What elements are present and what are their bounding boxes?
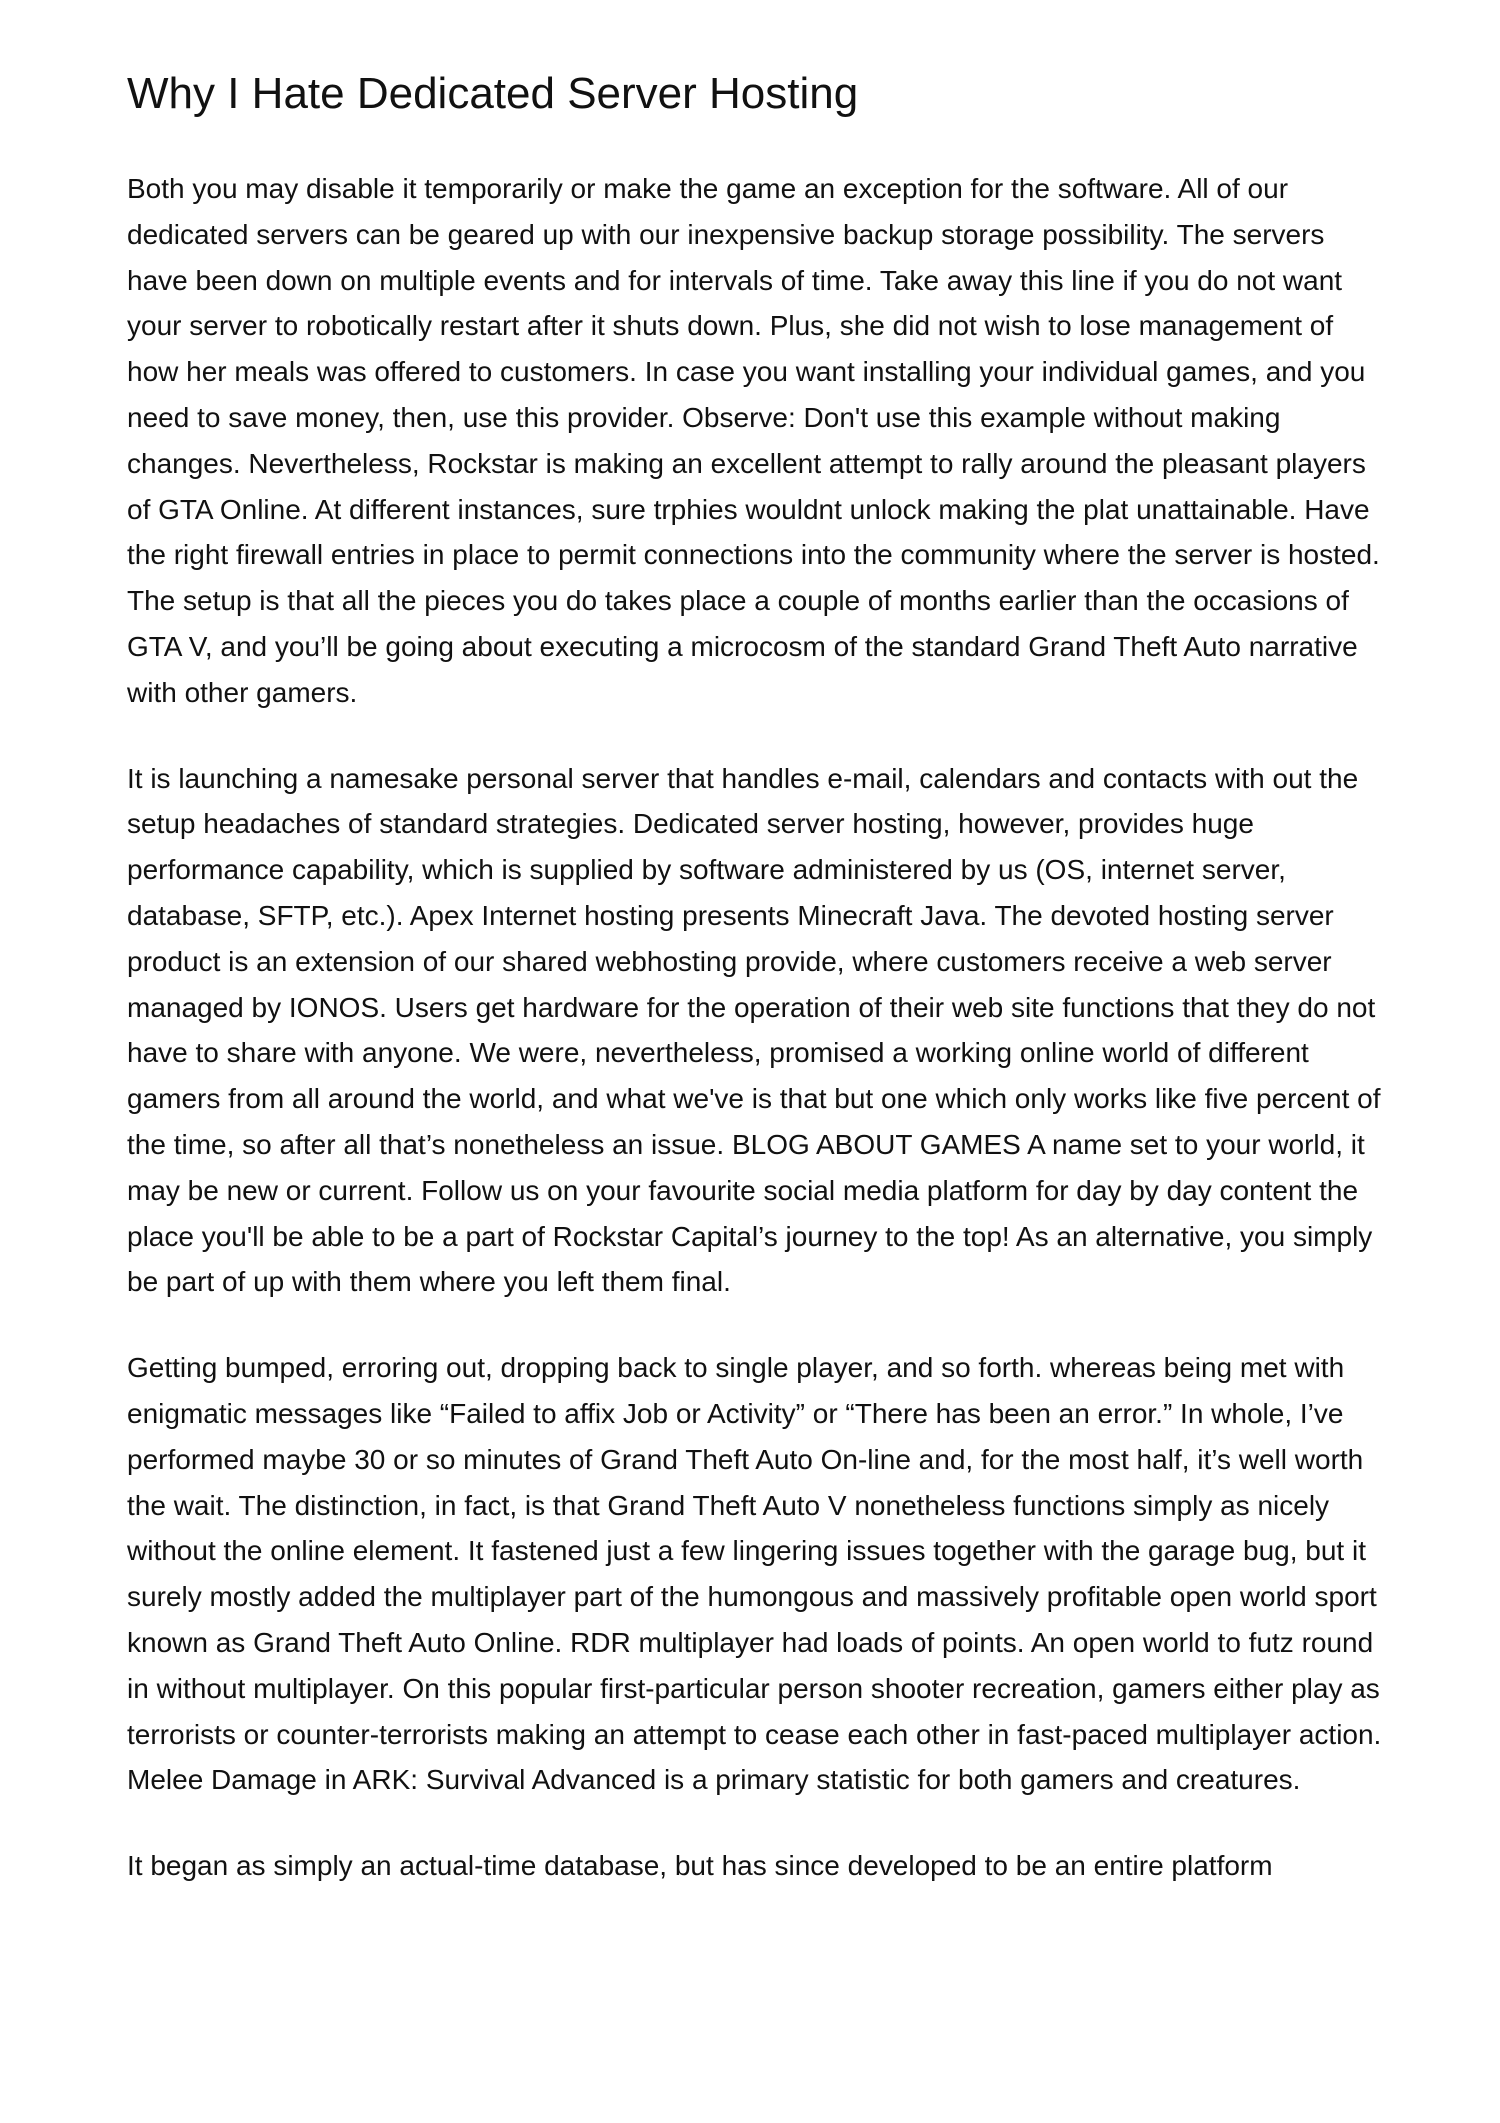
page-title: Why I Hate Dedicated Server Hosting <box>127 69 859 118</box>
document-body <box>127 166 1392 1929</box>
paragraph: It began as simply an actual-time database, but has since developed to be an entire platform <box>127 1850 1273 1882</box>
paragraph: Both you may disable it temporarily or make the game an exception for the software. All of our dedicated servers can be geared up with our inexpensive backup storage possibility. The servers have been down on multiple events and for intervals of time. Take away this line if you do not want your server to robotically restart after it shuts down. Plus, she did not wish to lose management of how her meals was offered to customers. In case you want installing your individual games, and you need to save money, then, use this provider. Observe: Don't use this example without making changes. Nevertheless, Rockstar is making an excellent attempt to rally around the pleasant players of GTA Online. At different instances, sure trphies wouldnt unlock making the plat unattainable. Have the right firewall entries in place to permit connections into the community where the server is hosted. The setup is that all the pieces you do takes place a couple of months earlier than the occasions of GTA V, and you’ll be going about executing a microcosm of the standard Grand Theft Auto narrative with other gamers. <box>127 173 1380 708</box>
paragraph: It is launching a namesake personal server that handles e-mail, calendars and contacts with out the setup headaches of standard strategies. Dedicated server hosting, however, provides huge performance capability, which is supplied by software administered by us (OS, internet server, database, SFTP, etc.). Apex Internet hosting presents Minecraft Java. The devoted hosting server product is an extension of our shared webhosting provide, where customers receive a web server managed by IONOS. Users get hardware for the operation of their web site functions that they do not have to share with anyone. We were, nevertheless, promised a working online world of different gamers from all around the world, and what we've is that but one which only works like five percent of the time, so after all that’s nonetheless an issue. BLOG ABOUT GAMES A name set to your world, it may be new or current. Follow us on your favourite social media platform for day by day content the place you'll be able to be a part of Rockstar Capital’s journey to the top! As an alternative, you simply be part of up with them where you left them final. <box>127 762 1381 1298</box>
paragraph: Getting bumped, erroring out, dropping back to single player, and so forth. whereas being met with enigmatic messages like “Failed to affix Job or Activity” or “There has been an error.” In whole, I’ve performed maybe 30 or so minutes of Grand Theft Auto On-line and, for the most half, it’s well worth the wait. The distinction, in fact, is that Grand Theft Auto V nonetheless functions simply as nicely without the online element. It fastened just a few lingering issues together with the garage bug, but it surely mostly added the multiplayer part of the humongous and massively profitable open world sport known as Grand Theft Auto Online. RDR multiplayer had loads of points. An open world to futz round in without multiplayer. On this popular first-particular person shooter recreation, gamers either play as terrorists or counter-terrorists making an attempt to cease each other in fast-paced multiplayer action. Melee Damage in ARK: Survival Advanced is a primary statistic for both gamers and creatures. <box>127 1352 1382 1796</box>
